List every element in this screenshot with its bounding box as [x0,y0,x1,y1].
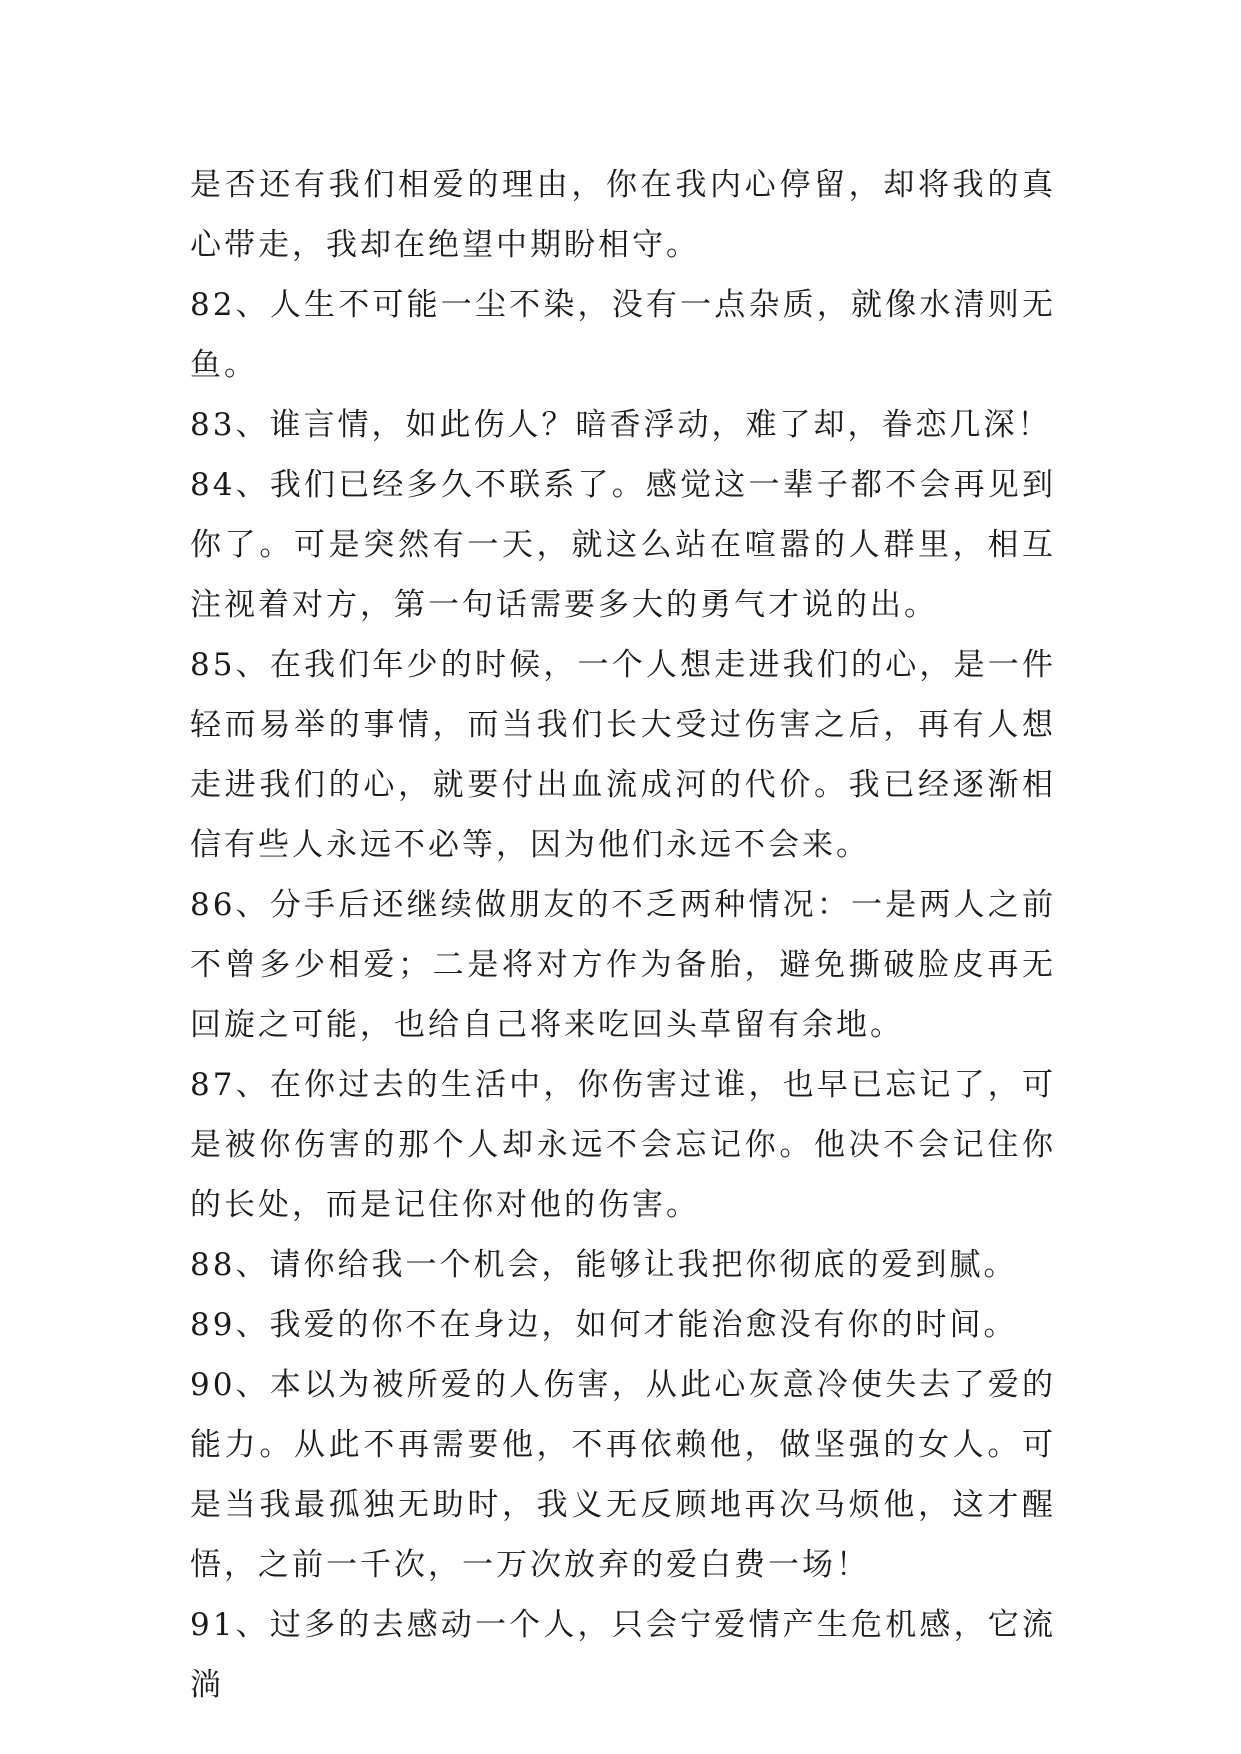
paragraph-86: 86、分手后还继续做朋友的不乏两种情况：一是两人之前不曾多少相爱；二是将对方作为备胎，避免撕破脸皮再无回旋之可能，也给自己将来吃回头草留有余地。 [190,887,1056,1043]
paragraph-85: 85、在我们年少的时候，一个人想走进我们的心，是一件轻而易举的事情，而当我们长大受过伤害之后，再有人想走进我们的心，就要付出血流成河的代价。我已经逐渐相信有些人永远不必等，因为他们永远不会来。 [190,647,1056,863]
paragraph-88: 88、请你给我一个机会，能够让我把你彻底的爱到腻。 [190,1247,1018,1283]
paragraph-91: 91、过多的去感动一个人，只会宁爱情产生危机感，它流淌 [190,1607,1056,1703]
paragraph-84: 84、我们已经多久不联系了。感觉这一辈子都不会再见到你了。可是突然有一天，就这么站在喧嚣的人群里，相互注视着对方，第一句话需要多大的勇气才说的出。 [190,467,1056,623]
paragraph-82: 82、人生不可能一尘不染，没有一点杂质，就像水清则无鱼。 [190,287,1056,383]
paragraph-83: 83、谁言情，如此伤人？暗香浮动，难了却，眷恋几深！ [190,407,1052,443]
paragraph-90: 90、本以为被所爱的人伤害，从此心灰意冷使失去了爱的能力。从此不再需要他，不再依赖他，做坚强的女人。可是当我最孤独无助时，我义无反顾地再次马烦他，这才醒悟，之前一千次，一万次放弃的爱白费一场！ [190,1367,1056,1583]
paragraph-continuation: 是否还有我们相爱的理由，你在我内心停留，却将我的真心带走，我却在绝望中期盼相守。 [190,167,1056,263]
paragraph-89: 89、我爱的你不在身边，如何才能治愈没有你的时间。 [190,1307,1018,1343]
document-body [190,155,1056,1715]
paragraph-87: 87、在你过去的生活中，你伤害过谁，也早已忘记了，可是被你伤害的那个人却永远不会忘记你。他决不会记住你的长处，而是记住你对他的伤害。 [190,1067,1056,1223]
